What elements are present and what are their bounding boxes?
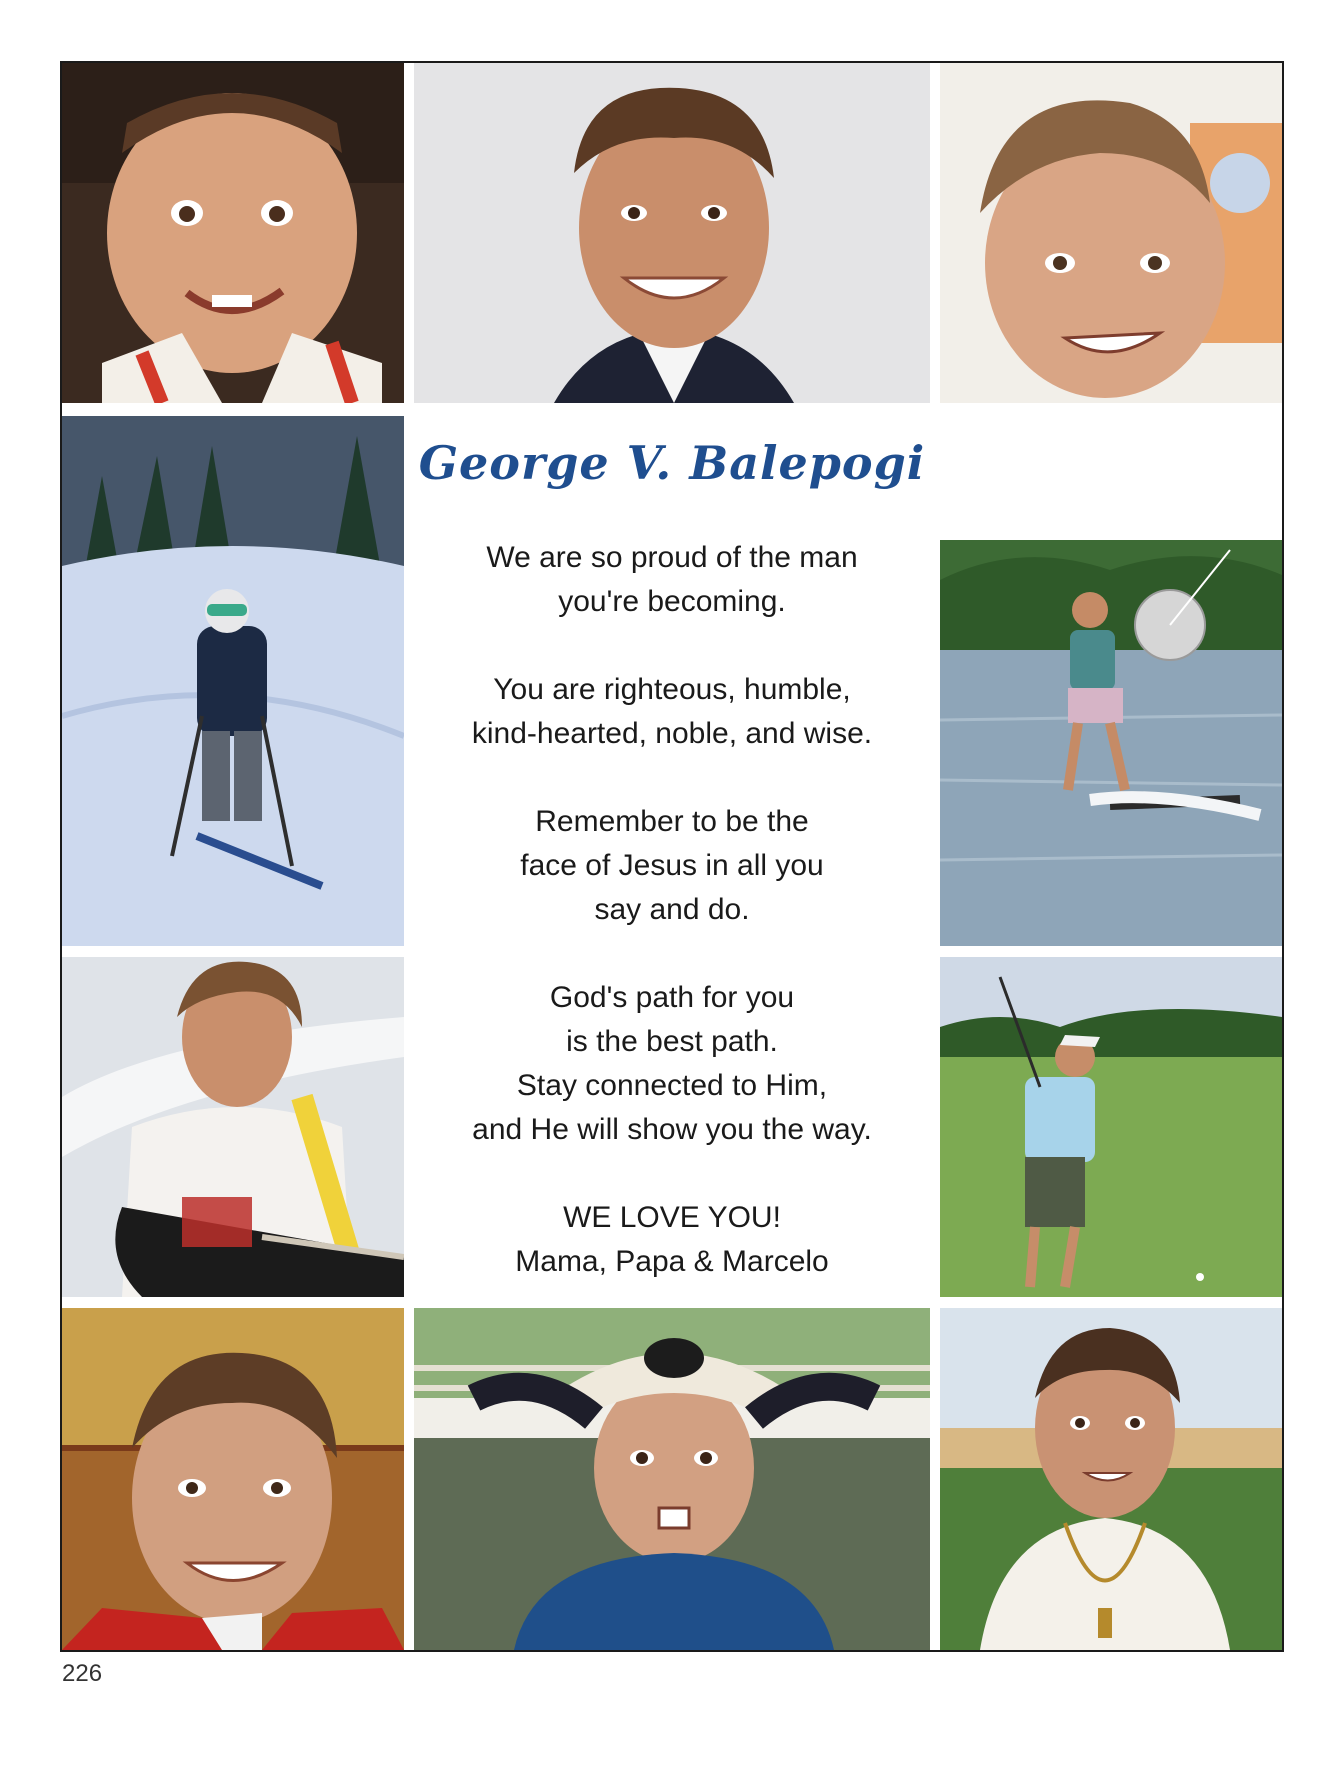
senior-portrait-photo	[414, 63, 930, 403]
first-communion-photo	[940, 1308, 1282, 1650]
text-line: is the best path.	[566, 1025, 778, 1058]
boy-with-hat-photo	[414, 1308, 930, 1650]
paragraph-faith	[414, 800, 930, 932]
text-line: You are righteous, humble,	[493, 673, 851, 706]
text-line: Remember to be the	[535, 805, 809, 838]
signature-line: Mama, Papa & Marcelo	[515, 1245, 829, 1278]
paragraph-virtues	[414, 668, 930, 756]
paragraph-pride	[414, 536, 930, 624]
honoree-name: George V. Balepogi	[418, 436, 926, 490]
child-smiling-photo	[940, 63, 1282, 403]
altar-server-photo	[62, 1308, 404, 1650]
guitar-photo	[62, 957, 404, 1297]
text-line: God's path for you	[549, 981, 795, 1014]
skiing-photo	[62, 416, 404, 946]
text-line: say and do.	[594, 893, 750, 926]
text-line: We are so proud of the man	[486, 541, 858, 574]
text-line: WE LOVE YOU!	[563, 1201, 781, 1234]
page-number: 226	[62, 1660, 103, 1687]
wakeboarding-photo	[940, 540, 1282, 946]
text-line: and He will show you the way.	[472, 1113, 872, 1146]
golf-swing-photo	[940, 957, 1282, 1297]
text-line: Stay connected to Him,	[516, 1069, 828, 1102]
paragraph-signoff	[414, 1196, 930, 1284]
text-line: you're becoming.	[558, 585, 786, 618]
paragraph-path	[414, 976, 930, 1152]
tribute-paragraphs	[414, 536, 930, 1328]
text-line: kind-hearted, noble, and wise.	[471, 717, 873, 750]
text-line: face of Jesus in all you	[520, 849, 824, 882]
tribute-message	[414, 416, 930, 1296]
toddler-portrait-photo	[62, 63, 404, 403]
